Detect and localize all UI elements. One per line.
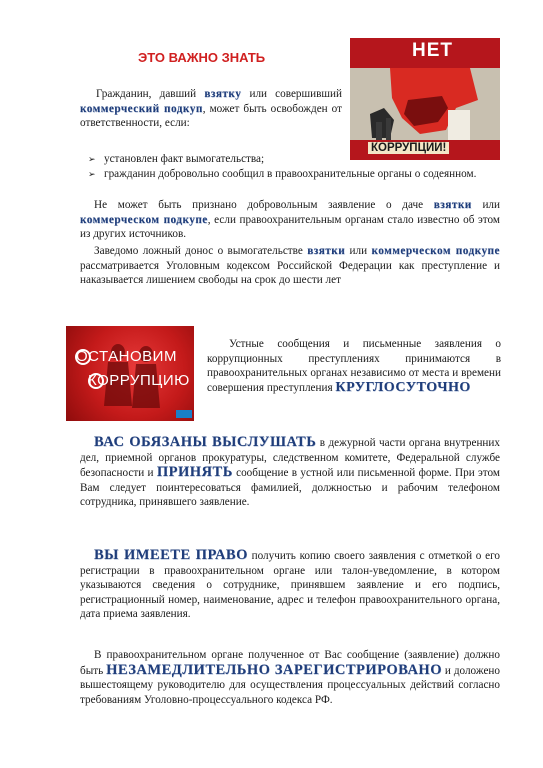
paragraph-false-report: Заведомо ложный донос о вымогательстве взятки или коммерческом подкупе рассматривается Уголовным кодексом Российской Федерации как преступление и наказывается лишением свободы на срок до шести лет	[80, 245, 500, 287]
paragraph-not-voluntary: Не может быть признано добровольным заявление о даче взятки или коммерческом подкупе, если правоохранительным органам стало известно об этом из других источников.	[80, 199, 500, 241]
arrow-bullet-icon: ➢	[88, 154, 96, 164]
highlight-you-have-right: ВЫ ИМЕЕТЕ ПРАВО	[94, 547, 248, 563]
paragraph-round-the-clock: Устные сообщения и письменные заявления о коррупционных преступлениях принимаются в правоохранительных органах независимо от места и времени совершения преступления КРУГЛОСУТОЧНО	[207, 338, 501, 395]
banner-line-1: ОСТАНОВИМ	[76, 348, 177, 365]
paragraph-exemption	[80, 87, 342, 131]
arrow-bullet-icon: ➢	[88, 168, 96, 179]
stop-corruption-banner	[66, 326, 194, 421]
page-title: ЭТО ВАЖНО ЗНАТЬ	[138, 50, 266, 65]
highlight-immediately-registered: НЕЗАМЕДЛИТЕЛЬНО ЗАРЕГИСТРИРОВАНО	[106, 661, 442, 678]
poster-title: НЕТ	[412, 40, 453, 61]
text: , может быть освобожден от ответственности, если:	[80, 102, 342, 130]
highlight-commercial-bribery: коммерческом подкупе	[371, 245, 500, 257]
highlight-bribe: взятки	[433, 199, 472, 211]
highlight-must-listen: ВАС ОБЯЗАНЫ ВЫСЛУШАТЬ	[94, 434, 317, 450]
paragraph-must-listen: ВАС ОБЯЗАНЫ ВЫСЛУШАТЬ в дежурной части органа внутренних дел, приемной органов прокуратуры, следственном комитете, Федеральной службе безопасности и ПРИНЯТЬ сообщение в устной или письменной форме. При этом Вам следует поинтересоваться фамилией, должностью и рабочим телефоном сотрудника, принявшего заявление.	[80, 434, 501, 509]
paragraph-registration: В правоохранительном органе полученное от Вас сообщение (заявление) должно быть НЕЗАМЕДЛИТЕЛЬНО ЗАРЕГИСТРИРОВАНО и доложено вышестоящему руководителю для осуществления процессуальных действий согласно требованиям Уголовно-процессуального кодекса РФ.	[80, 649, 501, 706]
text: Гражданин, давший	[96, 88, 205, 100]
banner-line-2: КОРРУПЦИЮ	[88, 372, 190, 389]
list-item: ➢ установлен факт вымогательства;	[88, 153, 265, 165]
text: или совершивший	[241, 88, 342, 100]
highlight-bribe: взятки	[307, 245, 346, 257]
highlight-bribe: взятку	[204, 88, 242, 100]
no-corruption-poster	[350, 38, 500, 160]
paragraph-right-to-copy: ВЫ ИМЕЕТЕ ПРАВО получить копию своего заявления с отметкой о его регистрации в правоохранительном органе или талон-уведомление, в котором указываются сведения о сотруднике, принявшем заявление и его подпись, регистрационный номер, наименование, адрес и телефон правоохранительного органа, дата приема заявления.	[80, 547, 500, 621]
highlight-commercial-bribery: коммерческий подкуп	[80, 102, 203, 115]
highlight-accept: ПРИНЯТЬ	[156, 464, 233, 481]
highlight-commercial-bribery: коммерческом подкупе	[80, 213, 208, 226]
list-item: ➢ гражданин добровольно сообщил в правоохранительные органы о содеянном.	[88, 167, 477, 180]
highlight-round-the-clock: КРУГЛОСУТОЧНО	[335, 379, 471, 395]
poster-caption: КОРРУПЦИИ!	[368, 142, 449, 154]
